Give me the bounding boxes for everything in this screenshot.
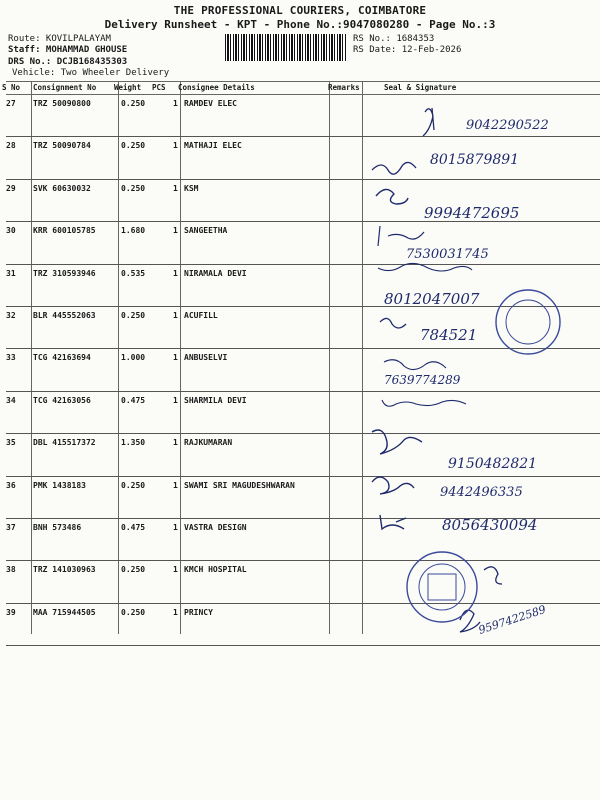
consignment-number: BLR 445552063 — [33, 310, 96, 320]
handwritten-phone-8: 9150482821 — [448, 456, 538, 472]
handwritten-phone-9: 9442496335 — [440, 485, 523, 500]
row-sno: 36 — [6, 480, 16, 490]
row-sno: 27 — [6, 99, 16, 108]
consignment-number: TRZ 50090800 — [33, 99, 91, 108]
row-sno: 28 — [6, 141, 16, 151]
rs-number: RS No.: 1684353 — [353, 34, 435, 44]
row-sno: 32 — [6, 310, 16, 320]
consignment-number: TCG 42163056 — [33, 395, 91, 405]
consignee-name: ANBUSELVI — [184, 353, 228, 363]
route-label: Route: KOVILPALAYAM — [8, 34, 111, 44]
weight-value: 0.250 — [121, 183, 146, 193]
weight-value: 0.250 — [121, 565, 146, 575]
consignee-name: MATHAJI ELEC — [184, 141, 242, 151]
consignment-number: TRZ 50090784 — [33, 141, 91, 151]
consignee-name: ACUFILL — [184, 310, 218, 320]
handwritten-phone-2: 8015879891 — [430, 152, 520, 168]
row-sno: 29 — [6, 183, 16, 193]
col-pcs: PCS — [152, 83, 166, 92]
pcs-value: 1 — [173, 565, 178, 575]
consignee-name: KMCH HOSPITAL — [184, 565, 247, 575]
pcs-value: 1 — [173, 268, 178, 278]
col-consignee: Consignee Details — [178, 83, 255, 92]
company-title: THE PROFESSIONAL COURIERS, COIMBATORE — [173, 4, 427, 17]
pcs-value: 1 — [173, 353, 178, 363]
consignment-number: TCG 42163694 — [33, 353, 91, 363]
row-sno: 34 — [6, 395, 16, 405]
consignee-name: RAMDEV ELEC — [184, 99, 237, 108]
consignment-number: MAA 715944505 — [33, 607, 96, 617]
weight-value: 1.350 — [121, 438, 146, 448]
weight-value: 1.000 — [121, 353, 146, 363]
weight-value: 0.535 — [121, 268, 146, 278]
staff-label: Staff: MOHAMMAD GHOUSE — [8, 45, 128, 55]
table-row — [6, 519, 600, 561]
table-row — [6, 95, 600, 137]
table-header — [2, 81, 600, 95]
consignee-name: PRINCY — [184, 607, 213, 617]
row-sno: 38 — [6, 565, 16, 575]
rs-date: RS Date: 12-Feb-2026 — [353, 45, 462, 55]
handwritten-phone-3: 9994472695 — [424, 204, 520, 222]
drs-label: DRS No.: DCJB168435303 — [8, 57, 128, 67]
pcs-value: 1 — [173, 141, 178, 151]
col-sno: S No — [2, 83, 21, 92]
handwritten-phone-11: 9597422589 — [476, 602, 548, 637]
pcs-value: 1 — [173, 607, 178, 617]
consignee-name: RAJKUMARAN — [184, 438, 233, 448]
table-row — [6, 604, 600, 646]
consignment-number: KRR 600105785 — [33, 226, 96, 236]
handwritten-phone-10: 8056430094 — [442, 516, 538, 534]
table-row — [6, 392, 600, 434]
row-sno: 35 — [6, 438, 16, 448]
handwritten-phone-1: 9042290522 — [466, 118, 549, 133]
handwritten-phone-6: 784521 — [420, 326, 478, 344]
consignment-number: PMK 1438183 — [33, 480, 86, 490]
consignment-number: DBL 415517372 — [33, 438, 96, 448]
col-weight: Weight — [114, 83, 142, 92]
col-seal: Seal & Signature — [384, 83, 457, 92]
vehicle-label: Vehicle: Two Wheeler Delivery — [12, 68, 170, 78]
col-remarks: Remarks — [328, 83, 360, 92]
table-row — [6, 137, 600, 179]
pcs-value: 1 — [173, 438, 178, 448]
row-sno: 39 — [6, 607, 16, 617]
handwritten-phone-5: 8012047007 — [384, 290, 480, 308]
table-row — [6, 265, 600, 307]
weight-value: 0.475 — [121, 522, 146, 532]
weight-value: 0.250 — [121, 99, 146, 108]
pcs-value: 1 — [173, 480, 178, 490]
pcs-value: 1 — [173, 522, 178, 532]
consignment-number: TRZ 141030963 — [33, 565, 96, 575]
table-row — [6, 434, 600, 476]
consignment-number: TRZ 310593946 — [33, 268, 96, 278]
table-row — [6, 222, 600, 264]
delivery-table — [2, 81, 600, 646]
handwritten-phone-4: 7530031745 — [406, 247, 489, 262]
table-row — [6, 561, 600, 603]
table-row — [6, 477, 600, 519]
handwritten-phone-7: 7639774289 — [384, 373, 461, 387]
weight-value: 0.250 — [121, 310, 146, 320]
consignee-name: SANGEETHA — [184, 226, 228, 236]
pcs-value: 1 — [173, 99, 178, 108]
consignee-name: SHARMILA DEVI — [184, 395, 247, 405]
pcs-value: 1 — [173, 183, 178, 193]
row-sno: 30 — [6, 226, 16, 236]
consignee-name: SWAMI SRI MAGUDESHWARAN — [184, 480, 295, 490]
barcode-image — [225, 34, 347, 61]
consignment-number: SVK 60630032 — [33, 183, 91, 193]
pcs-value: 1 — [173, 226, 178, 236]
runsheet-subtitle: Delivery Runsheet - KPT - Phone No.:9047080280 - Page No.:3 — [104, 18, 496, 31]
weight-value: 0.250 — [121, 480, 146, 490]
consignee-name: KSM — [184, 183, 199, 193]
consignee-name: VASTRA DESIGN — [184, 522, 247, 532]
weight-value: 0.475 — [121, 395, 146, 405]
pcs-value: 1 — [173, 310, 178, 320]
row-sno: 33 — [6, 353, 16, 363]
pcs-value: 1 — [173, 395, 178, 405]
table-row — [6, 349, 600, 391]
table-row — [6, 307, 600, 349]
row-sno: 31 — [6, 268, 16, 278]
weight-value: 0.250 — [121, 141, 146, 151]
table-row — [6, 180, 600, 222]
weight-value: 0.250 — [121, 607, 146, 617]
row-sno: 37 — [6, 522, 16, 532]
col-consignment: Consignment No — [33, 83, 97, 92]
consignee-name: NIRAMALA DEVI — [184, 268, 247, 278]
weight-value: 1.680 — [121, 226, 146, 236]
consignment-number: BNH 573486 — [33, 522, 82, 532]
